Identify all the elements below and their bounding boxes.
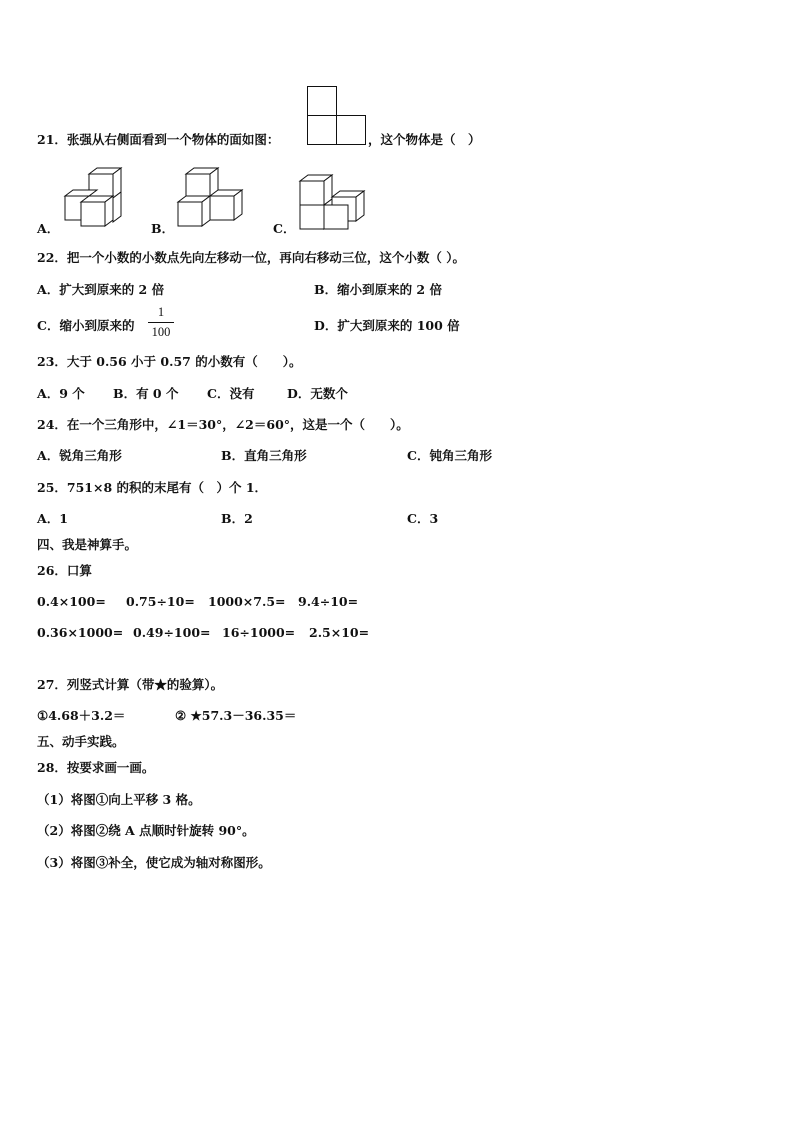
- q26-expr-6: 0.49÷100=: [133, 625, 211, 640]
- q26-expr-2: 0.75÷10=: [126, 594, 195, 609]
- q24-option-c[interactable]: C．钝角三角形: [407, 448, 492, 463]
- cube-stack-a-icon: [62, 165, 128, 235]
- section-4-title: 四、我是神算手。: [37, 537, 138, 552]
- q26-expr-8: 2.5×10=: [309, 625, 370, 640]
- q23-option-a[interactable]: A．9 个: [37, 386, 85, 401]
- q21-option-b-label[interactable]: B．: [151, 221, 175, 236]
- q22-stem: 22．把一个小数的小数点先向左移动一位，再向右移动三位，这个小数（ ）。: [37, 250, 465, 265]
- fraction-denominator: 100: [151, 325, 171, 339]
- fraction-numerator: 1: [157, 305, 165, 319]
- q28-sub-2: （2）将图②绕 A 点顺时针旋转 90°。: [37, 823, 255, 838]
- q23-stem: 23．大于 0.56 小于 0.57 的小数有（ ）。: [37, 354, 302, 369]
- q26-expr-4: 9.4÷10=: [298, 594, 359, 609]
- q22-option-c-fraction: [148, 305, 174, 340]
- section-5-title: 五、动手实践。: [37, 734, 125, 749]
- cube-stack-c-icon: [297, 170, 371, 236]
- q27-item-1: ①4.68＋3.2＝: [37, 708, 126, 723]
- q22-option-d[interactable]: D．扩大到原来的 100 倍: [314, 318, 460, 333]
- q25-option-a[interactable]: A．1: [37, 511, 68, 526]
- q26-title: 26．口算: [37, 563, 92, 578]
- q24-stem: 24．在一个三角形中，∠1＝30°，∠2＝60°，这是一个（ ）。: [37, 417, 409, 432]
- q28-sub-3: （3）将图③补全，使它成为轴对称图形。: [37, 855, 271, 870]
- q25-option-c[interactable]: C．3: [407, 511, 439, 526]
- q25-option-b[interactable]: B．2: [221, 511, 253, 526]
- q24-option-a[interactable]: A．锐角三角形: [37, 448, 122, 463]
- q25-stem: 25．751×8 的积的末尾有（ ）个 1．: [37, 480, 268, 495]
- view-of-squares-icon: [307, 86, 367, 146]
- q24-option-b[interactable]: B．直角三角形: [221, 448, 307, 463]
- q28-sub-1: （1）将图①向上平移 3 格。: [37, 792, 201, 807]
- q22-option-c[interactable]: C．缩小到原来的: [37, 318, 135, 333]
- q21-stem-part2: ，这个物体是（ ）: [368, 132, 481, 147]
- q23-option-c[interactable]: C．没有: [207, 386, 255, 401]
- q21-stem-part1: 21．张强从右侧面看到一个物体的面如图：: [37, 132, 280, 147]
- q28-title: 28．按要求画一画。: [37, 760, 155, 775]
- q27-title: 27．列竖式计算（带★的验算）。: [37, 677, 224, 692]
- q26-expr-7: 16÷1000=: [222, 625, 296, 640]
- q27-item-2: ② ★57.3－36.35＝: [175, 708, 297, 723]
- cube-stack-b-icon: [175, 165, 247, 235]
- q21-option-a-label[interactable]: A．: [37, 221, 60, 236]
- q21-option-c-label[interactable]: C．: [273, 221, 296, 236]
- q22-option-a[interactable]: A．扩大到原来的 2 倍: [37, 282, 165, 297]
- q22-option-b[interactable]: B．缩小到原来的 2 倍: [314, 282, 442, 297]
- q23-option-b[interactable]: B．有 0 个: [113, 386, 179, 401]
- q26-expr-3: 1000×7.5=: [208, 594, 286, 609]
- q26-expr-5: 0.36×1000=: [37, 625, 124, 640]
- q23-option-d[interactable]: D．无数个: [287, 386, 348, 401]
- q26-expr-1: 0.4×100=: [37, 594, 106, 609]
